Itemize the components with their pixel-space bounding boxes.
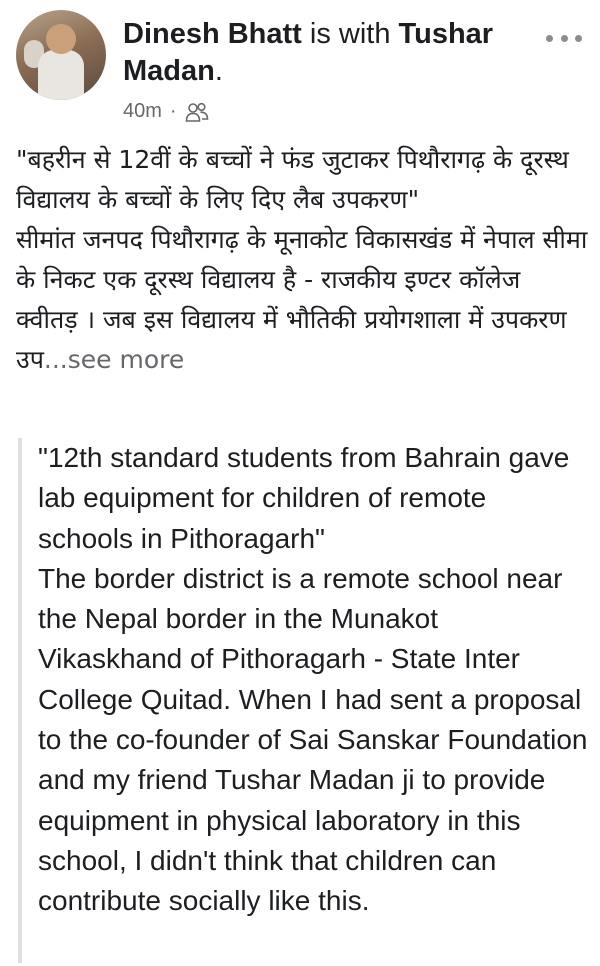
post-header [0,0,600,140]
author-name[interactable]: Dinesh Bhatt [123,18,302,50]
friends-icon[interactable] [185,101,209,123]
avatar-person-head [46,24,76,54]
hindi-body: सीमांत जनपद पिथौरागढ़ के मूनाकोट विकासखंड में नेपाल सीमा के निकट एक दूरस्थ विद्यालय है - राजकीय इण्टर कॉलेज क्वीतड़ । जब इस विद्यालय में भौतिकी प्रयोगशाला में उपकरण उप [16,225,588,374]
author-line-period: . [214,55,223,87]
translation-title: "12th standard students from Bahrain gave lab equipment for children of remote schools in Pithoragarh" [38,442,570,554]
with-text: is with [309,18,391,50]
see-more-link[interactable]: ...see more [43,345,185,374]
translation-body: The border district is a remote school near the Nepal border in the Munakot Vikaskhand of Pithoragarh - State Inter College Quitad. When I had sent a proposal to the co-founder of Sai Sanskar Foundation and my friend Tushar Madan ji to provide equipment in physical laboratory in this school, I didn't think that children can contribute socially like this. [38,562,588,917]
author-line [123,16,533,90]
post-text-hindi [16,140,588,380]
author-avatar[interactable] [16,10,106,100]
post-meta [123,100,209,123]
avatar-person-body [38,50,84,100]
tagged-user-name[interactable]: Tushar Madan [123,18,494,87]
post-timestamp[interactable]: 40m [123,100,162,122]
hindi-title: "बहरीन से 12वीं के बच्चों ने फंड जुटाकर पिथौरागढ़ के दूरस्थ विद्यालय के बच्चों के लिए दिए लैब उपकरण" [16,145,569,214]
translation-block [18,438,588,963]
meta-separator: · [169,100,177,122]
hindi-body-paragraph [16,220,588,380]
more-options-icon[interactable] [546,28,582,48]
